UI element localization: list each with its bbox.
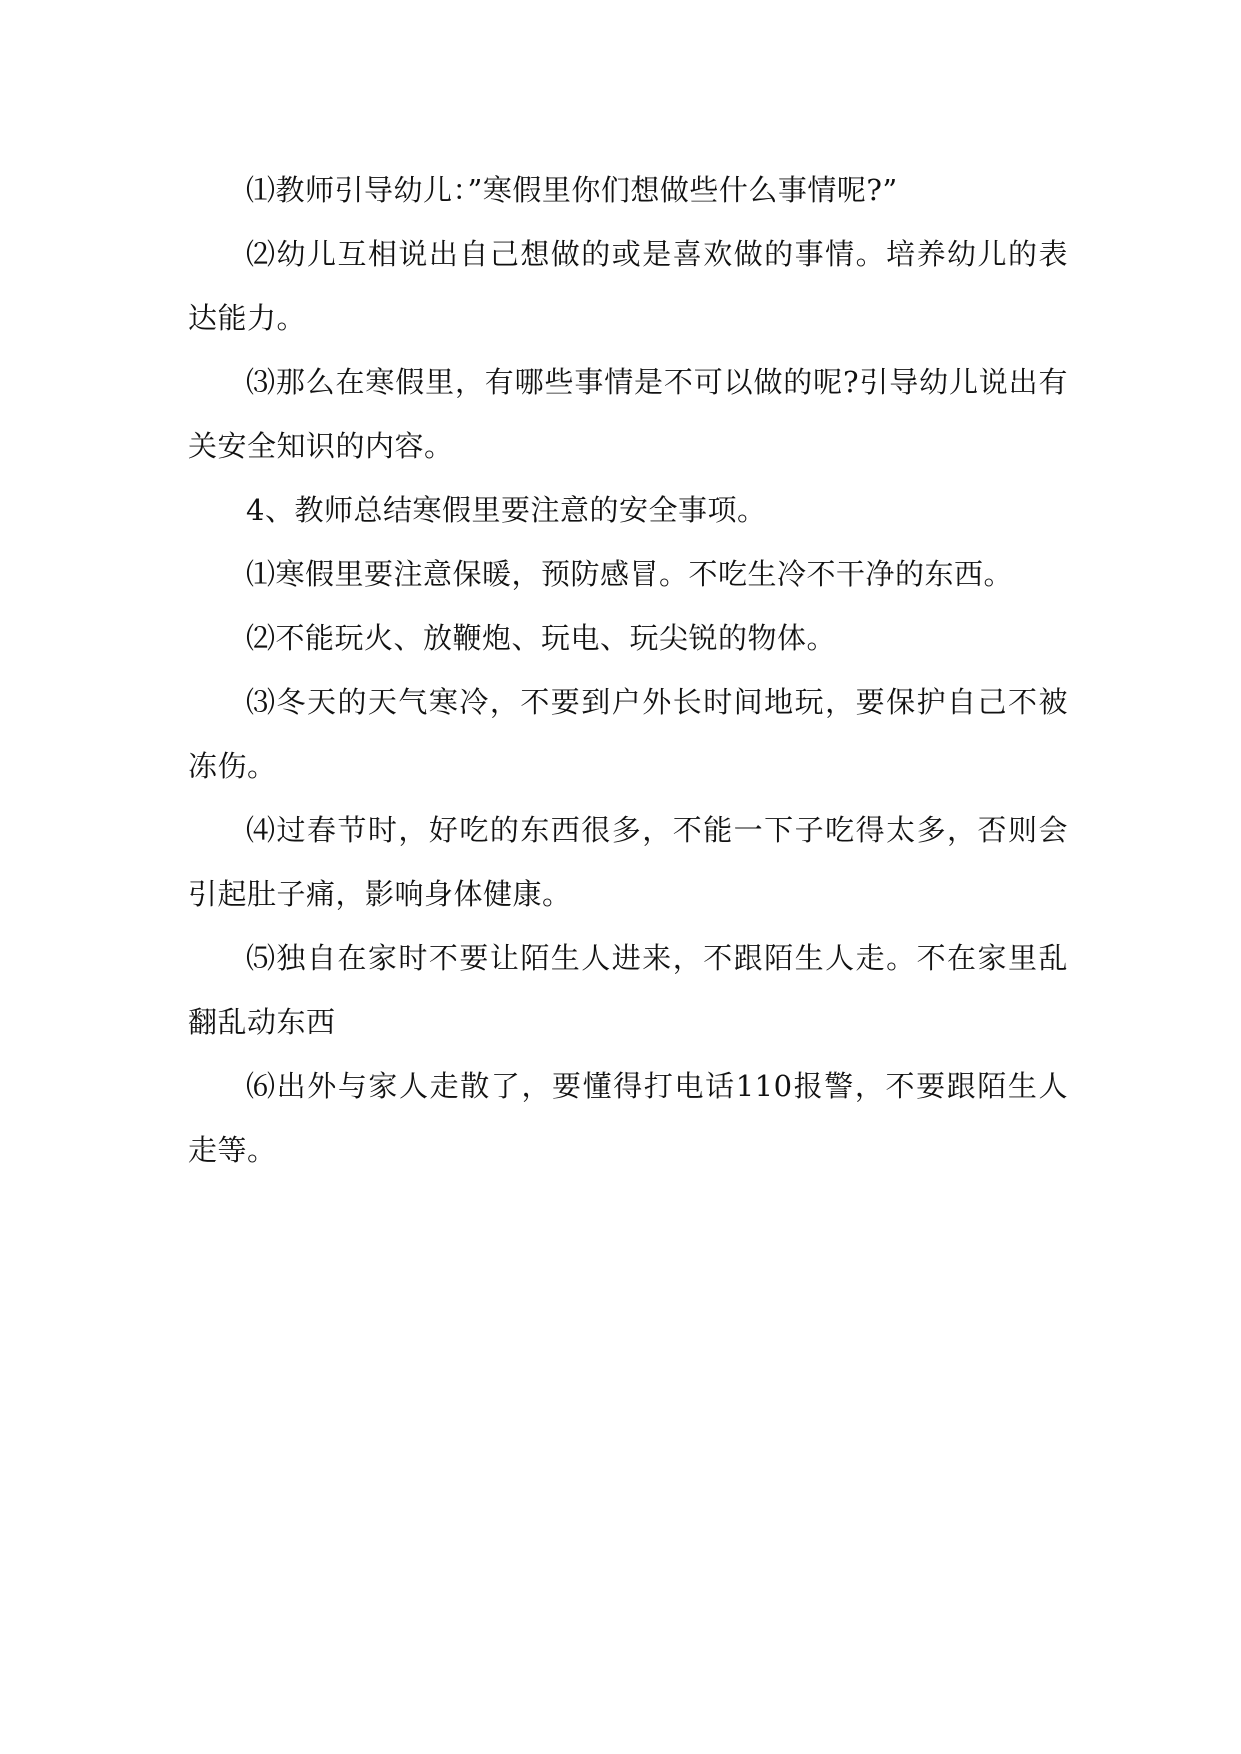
paragraph-9: ⑸独自在家时不要让陌生人进来，不跟陌生人走。不在家里乱翻乱动东西 — [188, 941, 1068, 1039]
paragraph-8: ⑷过春节时，好吃的东西很多，不能一下子吃得太多，否则会引起肚子痛，影响身体健康。 — [188, 813, 1068, 911]
paragraph-2: ⑵幼儿互相说出自己想做的或是喜欢做的事情。培养幼儿的表达能力。 — [188, 237, 1068, 335]
paragraph-1: ⑴教师引导幼儿：”寒假里你们想做些什么事情呢?” — [246, 173, 898, 207]
paragraph-7: ⑶冬天的天气寒冷，不要到户外长时间地玩，要保护自己不被冻伤。 — [188, 685, 1068, 783]
paragraph-10: ⑹出外与家人走散了，要懂得打电话110报警，不要跟陌生人走等。 — [188, 1069, 1068, 1167]
paragraph-3: ⑶那么在寒假里，有哪些事情是不可以做的呢?引导幼儿说出有关安全知识的内容。 — [188, 365, 1068, 463]
document-body — [188, 158, 1068, 1182]
paragraph-6: ⑵不能玩火、放鞭炮、玩电、玩尖锐的物体。 — [246, 621, 837, 655]
paragraph-4: 4、教师总结寒假里要注意的安全事项。 — [246, 493, 767, 527]
paragraph-5: ⑴寒假里要注意保暖，预防感冒。不吃生冷不干净的东西。 — [246, 557, 1014, 591]
